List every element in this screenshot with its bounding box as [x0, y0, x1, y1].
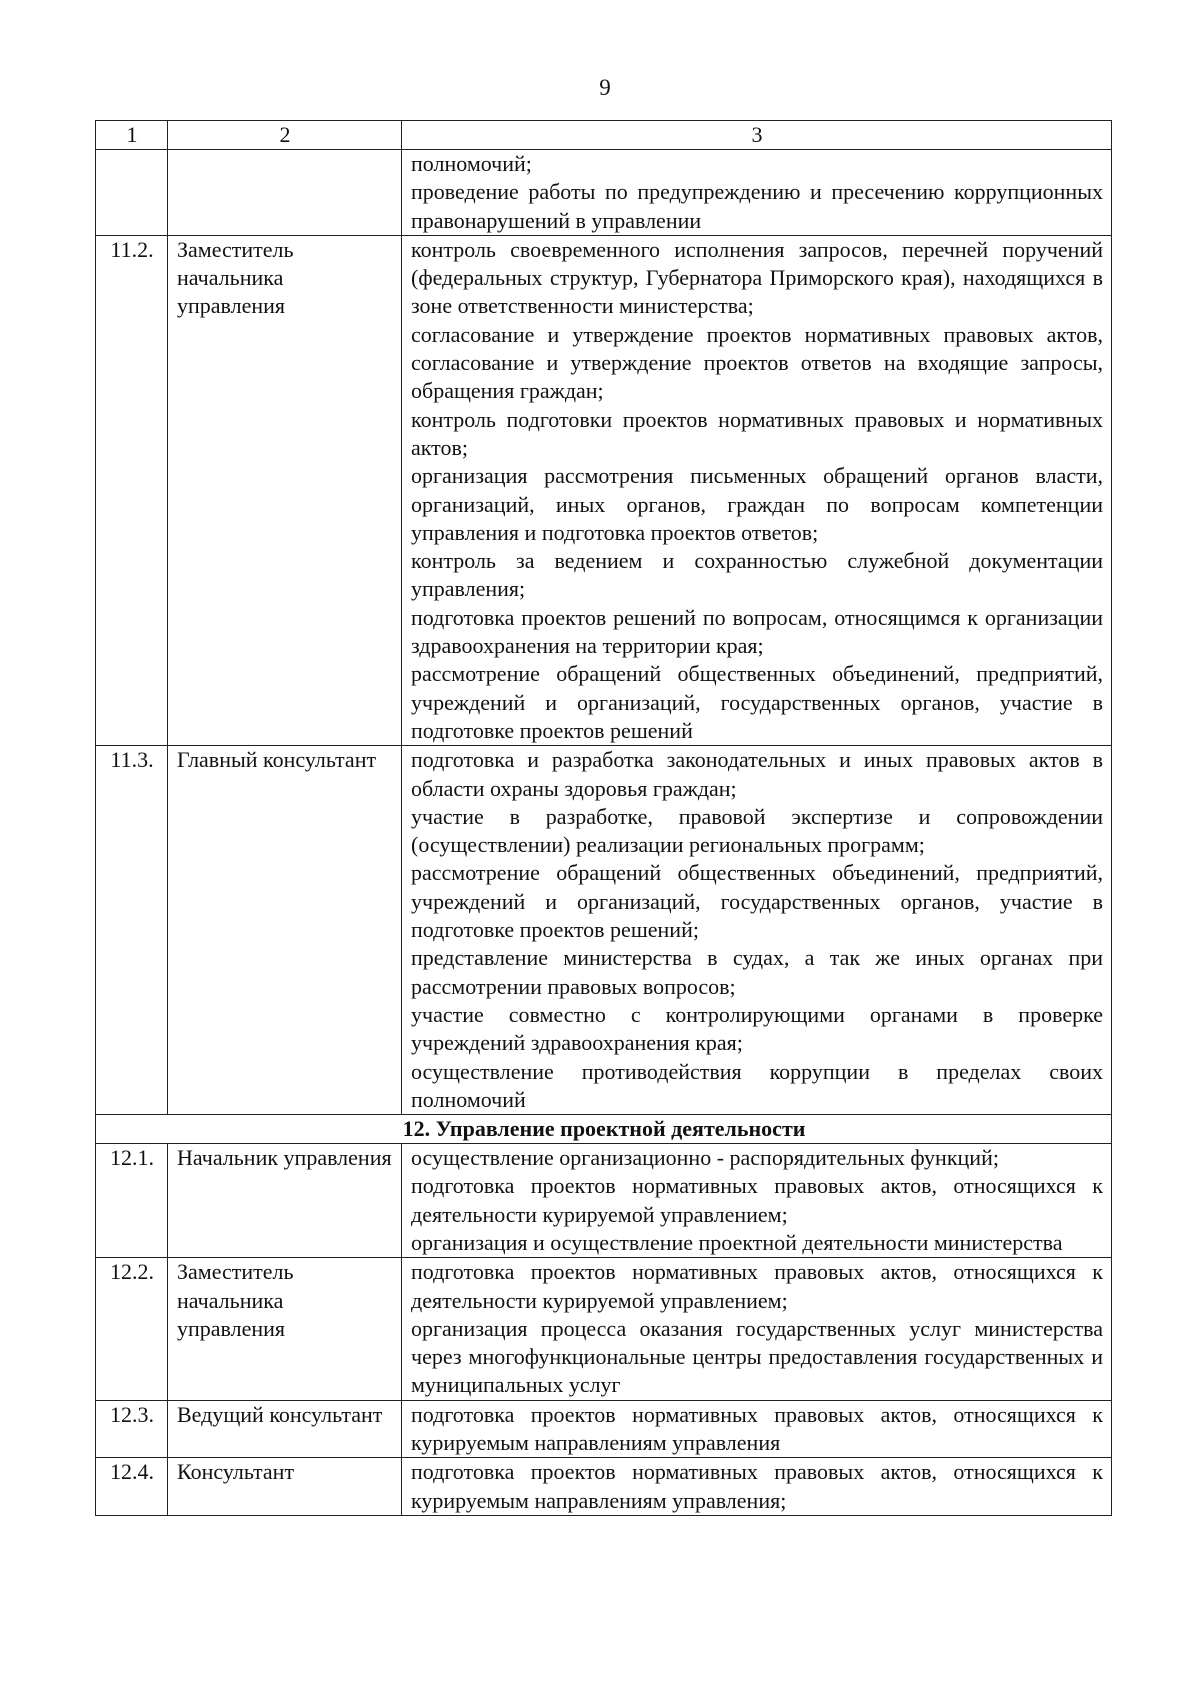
row-duties [402, 746, 1112, 1115]
section-heading-row [96, 1115, 1112, 1144]
row-duties [402, 1258, 1112, 1400]
row-duties [402, 150, 1112, 236]
column-header-1: 1 [96, 121, 168, 150]
row-duties [402, 1400, 1112, 1458]
table-header-row [96, 121, 1112, 150]
row-number: 11.2. [96, 235, 168, 745]
duty-item: осуществление организационно - распорядительных функций; [411, 1145, 999, 1171]
row-number: 12.4. [96, 1458, 168, 1516]
duties-table [95, 120, 1112, 1516]
duty-item: контроль за ведением и сохранностью служебной документации управления; [411, 548, 1103, 602]
duty-item: представление министерства в судах, а так же иных органах при рассмотрении правовых вопросов; [411, 945, 1103, 999]
row-duties [402, 1144, 1112, 1258]
duty-item: согласование и утверждение проектов нормативных правовых актов, согласование и утверждение проектов ответов на входящие запросы, обращения граждан; [411, 321, 1103, 404]
table-row [96, 746, 1112, 1115]
duty-item: контроль своевременного исполнения запросов, перечней поручений (федеральных структур, Губернатора Приморского края), находящихся в зоне ответственности министерства; [411, 236, 1103, 319]
table-row [96, 1400, 1112, 1458]
duty-item: контроль подготовки проектов нормативных правовых и нормативных актов; [411, 406, 1103, 460]
duty-item: подготовка проектов решений по вопросам, относящимся к организации здравоохранения на территории края; [411, 604, 1103, 659]
duty-item: организация рассмотрения письменных обращений органов власти, организаций, иных органов, граждан по вопросам компетенции управления и подготовка проектов ответов; [411, 463, 1103, 545]
row-number: 12.3. [96, 1400, 168, 1458]
table-row [96, 235, 1112, 745]
duty-item: проведение работы по предупреждению и пресечению коррупционных правонарушений в управлении [411, 179, 1103, 233]
duty-item: участие в разработке, правовой экспертизе и сопровождении (осуществлении) реализации региональных программ; [411, 803, 1103, 858]
page-number: 9 [599, 75, 611, 100]
row-position [168, 150, 402, 236]
duty-item: подготовка проектов нормативных правовых актов, относящихся к деятельности курируемой управлением; [411, 1259, 1103, 1313]
table-row [96, 1258, 1112, 1400]
column-header-2: 2 [168, 121, 402, 150]
row-number: 11.3. [96, 746, 168, 1115]
table-row [96, 1458, 1112, 1516]
duty-item: организация процесса оказания государственных услуг министерства через многофункциональные центры предоставления государственных и муниципальных услуг [411, 1315, 1103, 1398]
duty-item: подготовка проектов нормативных правовых актов, относящихся к курируемым направлениям управления [411, 1401, 1103, 1456]
row-duties [402, 1458, 1112, 1516]
table-row [96, 150, 1112, 236]
duty-item: подготовка проектов нормативных правовых актов, относящихся к курируемым направлениям управления; [411, 1459, 1103, 1513]
row-duties [402, 235, 1112, 745]
duty-item: подготовка и разработка законодательных и иных правовых актов в области охраны здоровья граждан; [411, 747, 1103, 801]
duty-item: рассмотрение обращений общественных объединений, предприятий, учреждений и организаций, государственных органов, участие в подготовке проектов решений [411, 661, 1103, 743]
duty-item: участие совместно с контролирующими органами в проверке учреждений здравоохранения края; [411, 1001, 1103, 1056]
duty-item: осуществление противодействия коррупции в пределах своих полномочий [411, 1058, 1103, 1112]
duty-item: полномочий; [411, 151, 532, 176]
section-title: 12. Управление проектной деятельности [96, 1115, 1112, 1144]
row-position: Заместитель начальника управления [168, 235, 402, 745]
row-number: 12.2. [96, 1258, 168, 1400]
row-position: Заместитель начальника управления [168, 1258, 402, 1400]
duty-item: подготовка проектов нормативных правовых актов, относящихся к деятельности курируемой управлением; [411, 1173, 1103, 1227]
row-number: 12.1. [96, 1144, 168, 1258]
duty-item: рассмотрение обращений общественных объединений, предприятий, учреждений и организаций, государственных органов, участие в подготовке проектов решений; [411, 860, 1103, 943]
row-position: Начальник управления [168, 1144, 402, 1258]
row-position: Консультант [168, 1458, 402, 1516]
column-header-3: 3 [402, 121, 1112, 150]
row-position: Ведущий консультант [168, 1400, 402, 1458]
duty-item: организация и осуществление проектной деятельности министерства [411, 1229, 1063, 1255]
table-row [96, 1144, 1112, 1258]
row-number [96, 150, 168, 236]
row-position: Главный консультант [168, 746, 402, 1115]
